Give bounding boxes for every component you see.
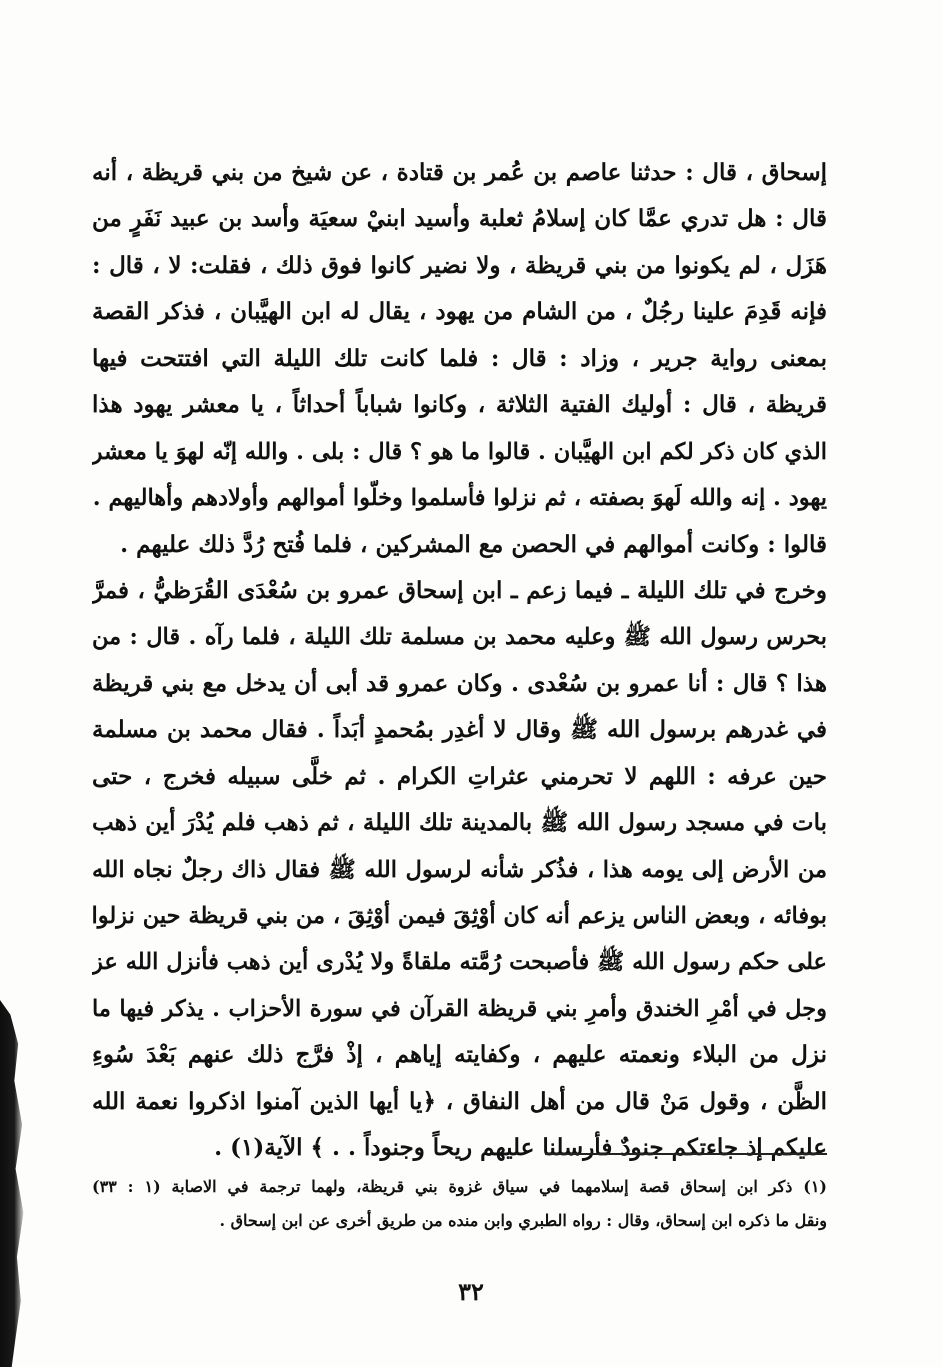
text-line: قال : هل تدري عمَّا كان إسلامُ ثعلبة وأسيد ابنيْ سعيَة وأسد بن عبيد نَفَرٍ من (92, 205, 827, 233)
text-line: فإنه قَدِمَ علينا رجُلٌ ، من الشام من يهود ، يقال له ابن الهيَّبان ، فذكر القصة (92, 298, 827, 326)
text-line: بحرس رسول الله ﷺ وعليه محمد بن مسلمة تلك الليلة ، فلما رآه . قال : من (92, 624, 827, 651)
text-line: الذي كان ذكر لكم ابن الهيَّبان . قالوا ما هو ؟ قال : بلى . والله إنّه لهوَ يا معشر (92, 438, 827, 465)
text-line: قريظة ، قال : أوليك الفتية الثلاثة ، وكانوا شباباً أحداثاً ، يا معشر يهود هذا (92, 391, 827, 419)
text-line: وجل في أمْرِ الخندق وأمرِ بني قريظة القرآن في سورة الأحزاب . يذكر فيها ما (92, 995, 827, 1022)
text-line: إسحاق ، قال : حدثنا عاصم بن عُمر بن قتادة ، عن شيخ من بني قريظة ، أنه (92, 159, 827, 186)
text-line: هَزَل ، لم يكونوا من بني قريظة ، ولا نضير كانوا فوق ذلك ، فقلت: لا ، قال : (92, 251, 827, 279)
text-line: حين عرفه : اللهم لا تحرمني عثراتِ الكرام . ثم خلَّى سبيله فخرج ، حتى (92, 762, 827, 790)
page-number: ٣٢ (458, 1277, 484, 1306)
text-line: وخرج في تلك الليلة ـ فيما زعم ـ ابن إسحاق عمرو بن سُعْدَى القُرَظيُّ ، فمرَّ (92, 576, 827, 604)
main-text (92, 150, 827, 1172)
text-line: بمعنى رواية جرير ، وزاد : قال : فلما كانت تلك الليلة التي افتتحت فيها (92, 344, 827, 372)
text-line: قالوا : وكانت أموالهم في الحصن مع المشركين ، فلما فُتح رُدَّ ذلك عليهم . (120, 530, 827, 558)
text-line: نزل من البلاء ونعمته عليهم ، وكفايته إياهم ، إذْ فرَّج ذلك عنهم بَعْدَ سُوءِ (92, 1041, 827, 1069)
text-line: بوفائه ، وبعض الناس يزعم أنه كان أوْثِقَ فيمن أوْثِقَ ، من بني قريظة حين نزلوا (92, 903, 827, 929)
text-line: الظَّن ، وقول مَنْ قال من أهل النفاق ، ﴿يا أيها الذين آمنوا اذكروا نعمة الله (92, 1087, 827, 1115)
text-line: على حكم رسول الله ﷺ فأصبحت رُمَّته ملقاةً ولا يُدْرى أين ذهب فأنزل الله عز (92, 949, 827, 976)
text-line: هذا ؟ قال : أنا عمرو بن سُعْدى . وكان عمرو قد أبى أن يدخل مع بني قريظة (92, 669, 827, 697)
text-line: من الأرض إلى يومه هذا ، فذُكر شأنه لرسول الله ﷺ فقال ذاك رجلٌ نجاه الله (92, 856, 827, 883)
footnote-divider (545, 1153, 827, 1155)
footnotes (92, 1170, 827, 1238)
footnote-line: (١) ذكر ابن إسحاق قصة إسلامهما في سياق غزوة بني قريظة، ولهما ترجمة في الاصابة (١ : ٣٣) (92, 1177, 827, 1196)
footnote-line: ونقل ما ذكره ابن إسحاق، وقال : رواه الطبري وابن منده من طريق أخرى عن ابن إسحاق . (219, 1211, 827, 1230)
page-edge-shadow (0, 1000, 26, 1367)
text-line: في غدرهم برسول الله ﷺ وقال لا أغدِر بمُحمدٍ أبَداً . فقال محمد بن مسلمة (92, 716, 827, 744)
text-line: يهود . إنه والله لَهوَ بصفته ، ثم نزلوا فأسلموا وخلّوا أموالهم وأولادهم وأهاليهم . (92, 485, 827, 512)
text-line: عليكم إذ جاءتكم جنودٌ فأرسلنا عليهم ريحاً وجنوداً . . ﴾ الآية(١) . (214, 1134, 827, 1162)
text-line: بات في مسجد رسول الله ﷺ بالمدينة تلك الليلة ، ثم ذهب فلم يُدْرَ أين ذهب (92, 809, 827, 837)
